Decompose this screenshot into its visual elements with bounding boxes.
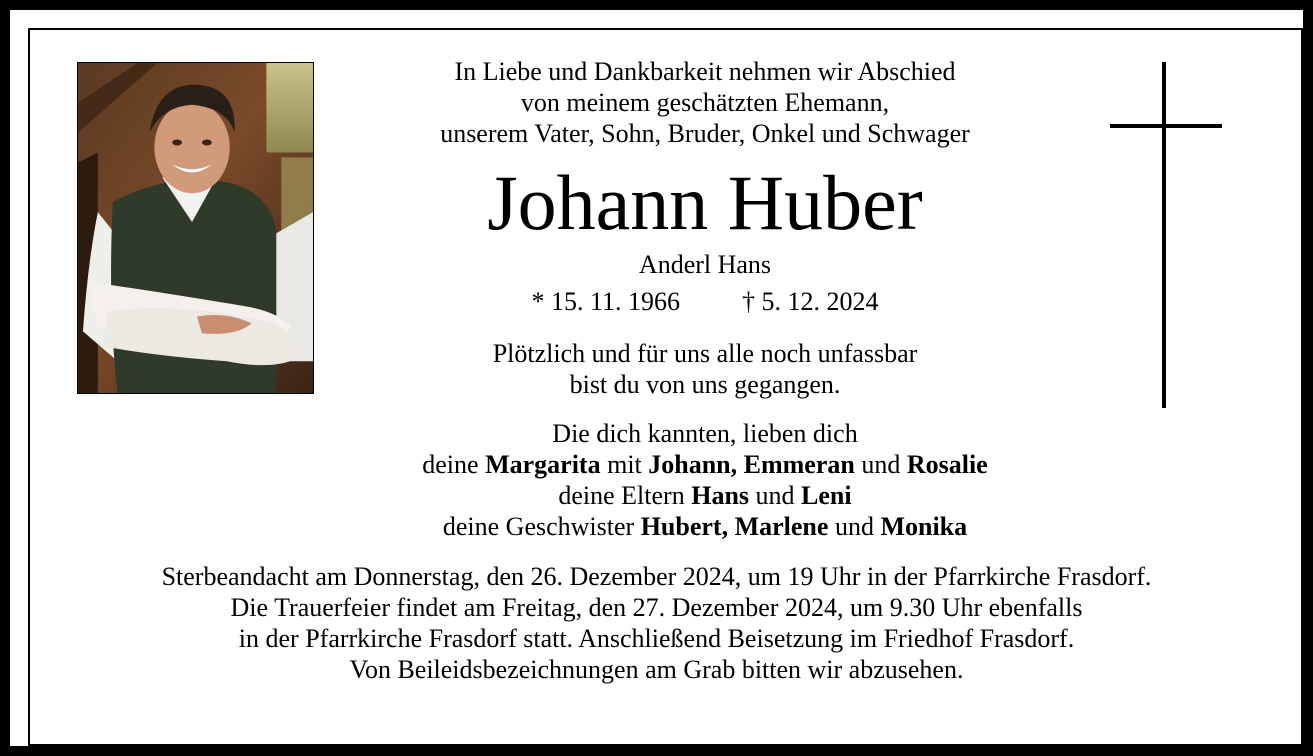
verse-line: Plötzlich und für uns alle noch unfassbar <box>492 339 918 368</box>
intro-line: unserem Vater, Sohn, Bruder, Onkel und Schwager <box>440 119 970 148</box>
intro-text <box>330 56 1080 149</box>
sibling-name: Monika <box>880 512 968 541</box>
child-name: Rosalie <box>906 450 988 479</box>
latin-cross-icon <box>1110 62 1222 408</box>
children-names: Johann, Emmeran <box>648 450 855 479</box>
family-list <box>330 418 1080 542</box>
family-parents: deine Eltern Hans und Leni <box>558 481 852 510</box>
spouse-name: Margarita <box>485 450 601 479</box>
intro-line: von meinem geschätzten Ehemann, <box>520 88 890 117</box>
family-intro: Die dich kannten, lieben dich <box>552 419 858 448</box>
life-dates <box>330 286 1080 317</box>
service-line: Die Trauerfeier findet am Freitag, den 27. Dezember 2024, um 9.30 Uhr ebenfalls <box>230 593 1083 622</box>
family-siblings: deine Geschwister Hubert, Marlene und Monika <box>442 512 968 541</box>
intro-line: In Liebe und Dankbarkeit nehmen wir Abschied <box>454 57 956 86</box>
parent-name: Hans <box>691 481 750 510</box>
parent-name: Leni <box>801 481 852 510</box>
portrait-photo <box>77 62 314 394</box>
family-spouse-children: deine Margarita mit Johann, Emmeran und Rosalie <box>422 450 988 479</box>
birth-date: * 15. 11. 1966 <box>531 287 681 316</box>
service-line: Sterbeandacht am Donnerstag, den 26. Dezember 2024, um 19 Uhr in der Pfarrkirche Frasdorf. <box>161 562 1152 591</box>
verse-text <box>330 338 1080 400</box>
service-line: in der Pfarrkirche Frasdorf statt. Anschließend Beisetzung im Friedhof Frasdorf. <box>238 624 1075 653</box>
deceased-nickname: Anderl Hans <box>638 250 772 279</box>
death-date: † 5. 12. 2024 <box>742 287 879 316</box>
service-info <box>30 561 1283 685</box>
deceased-name: Johann Huber <box>487 159 923 246</box>
service-line: Von Beileidsbezeichnungen am Grab bitten wir abzusehen. <box>349 655 964 684</box>
verse-line: bist du von uns gegangen. <box>569 370 841 399</box>
sibling-names: Hubert, Marlene <box>640 512 829 541</box>
